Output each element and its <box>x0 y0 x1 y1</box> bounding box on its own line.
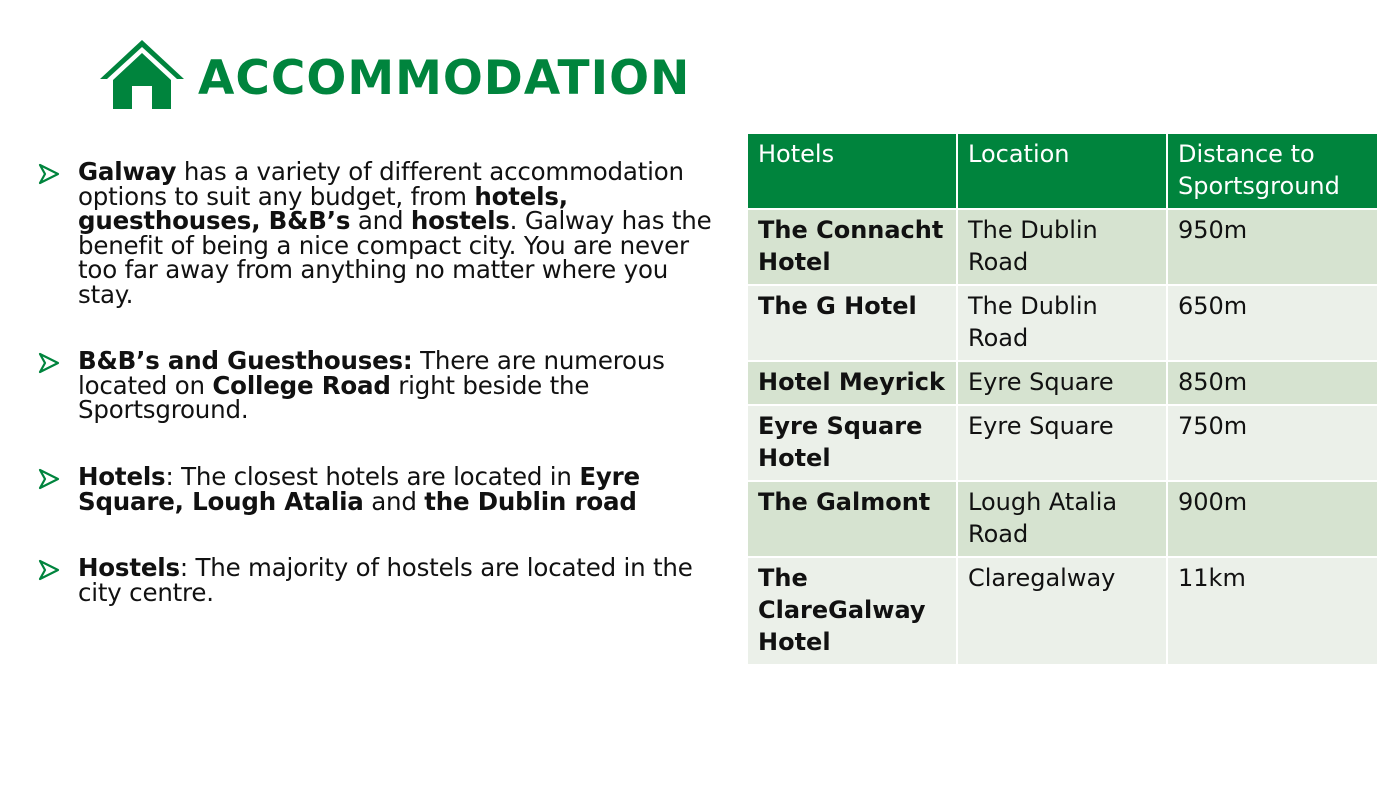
distance-cell: 950m <box>1167 209 1378 285</box>
bullet-item-galway <box>38 157 728 309</box>
page-title: ACCOMMODATION <box>198 50 691 106</box>
distance-cell: 11km <box>1167 557 1378 665</box>
bold-text: Hotels <box>78 462 166 491</box>
bullet-text <box>78 462 728 516</box>
body-text: right beside the Sportsground. <box>78 370 590 424</box>
header-location: Location <box>957 133 1167 209</box>
bold-text: College Road <box>212 370 391 400</box>
bold-text: hotels, guesthouses, B&B’s <box>78 181 568 235</box>
hotel-name-cell: The G Hotel <box>747 285 957 361</box>
bold-text: Galway <box>78 157 177 186</box>
table-header-row <box>747 133 1378 209</box>
distance-cell: 750m <box>1167 405 1378 481</box>
arrow-bullet-icon <box>38 160 78 185</box>
hotel-name-cell: The Galmont <box>747 481 957 557</box>
body-text: There are numerous located on <box>78 346 665 400</box>
body-text: has a variety of different accommodation options to suit any budget, from <box>78 157 684 211</box>
bullet-item-hotels <box>38 462 728 516</box>
hotels-table <box>746 132 1379 666</box>
hotel-name-cell: Hotel Meyrick <box>747 361 957 405</box>
body-text: : The closest hotels are located in <box>165 462 580 491</box>
header-hotels: Hotels <box>747 133 957 209</box>
title-area <box>100 34 690 114</box>
table-row <box>747 557 1378 665</box>
body-text: : The majority of hostels are located in the city centre. <box>78 553 693 607</box>
location-cell: Lough Atalia Road <box>957 481 1167 557</box>
header-distance: Distance to Sportsground <box>1167 133 1378 209</box>
arrow-bullet-icon <box>38 465 78 490</box>
table-row <box>747 209 1378 285</box>
location-cell: The Dublin Road <box>957 209 1167 285</box>
distance-cell: 900m <box>1167 481 1378 557</box>
hotel-name-cell: The ClareGalway Hotel <box>747 557 957 665</box>
bullet-text <box>78 157 728 309</box>
bold-text: the Dublin road <box>424 486 637 516</box>
hotel-name-cell: Eyre Square Hotel <box>747 405 957 481</box>
table-row <box>747 361 1378 405</box>
body-text: and <box>350 206 411 235</box>
arrow-bullet-icon <box>38 556 78 581</box>
distance-cell: 650m <box>1167 285 1378 361</box>
table-row <box>747 481 1378 557</box>
bold-text: B&B’s and Guesthouses: <box>78 346 413 375</box>
table-row <box>747 405 1378 481</box>
bold-text: Eyre Square, Lough Atalia <box>78 462 640 516</box>
bold-text: Hostels <box>78 553 180 582</box>
arrow-bullet-icon <box>38 349 78 374</box>
distance-cell: 850m <box>1167 361 1378 405</box>
location-cell: Eyre Square <box>957 405 1167 481</box>
bullet-item-bnb <box>38 346 728 424</box>
table-row <box>747 285 1378 361</box>
location-cell: Claregalway <box>957 557 1167 665</box>
location-cell: Eyre Square <box>957 361 1167 405</box>
body-text: and <box>363 486 425 516</box>
location-cell: The Dublin Road <box>957 285 1167 361</box>
body-text: . Galway has the benefit of being a nice compact city. You are never too far away from anything no matter where you stay. <box>78 206 712 309</box>
bold-text: hostels <box>410 206 510 235</box>
bullet-item-hostels <box>38 553 728 607</box>
bullet-text <box>78 346 728 424</box>
house-icon <box>100 37 184 111</box>
bullet-text <box>78 553 728 607</box>
hotel-name-cell: The Connacht Hotel <box>747 209 957 285</box>
